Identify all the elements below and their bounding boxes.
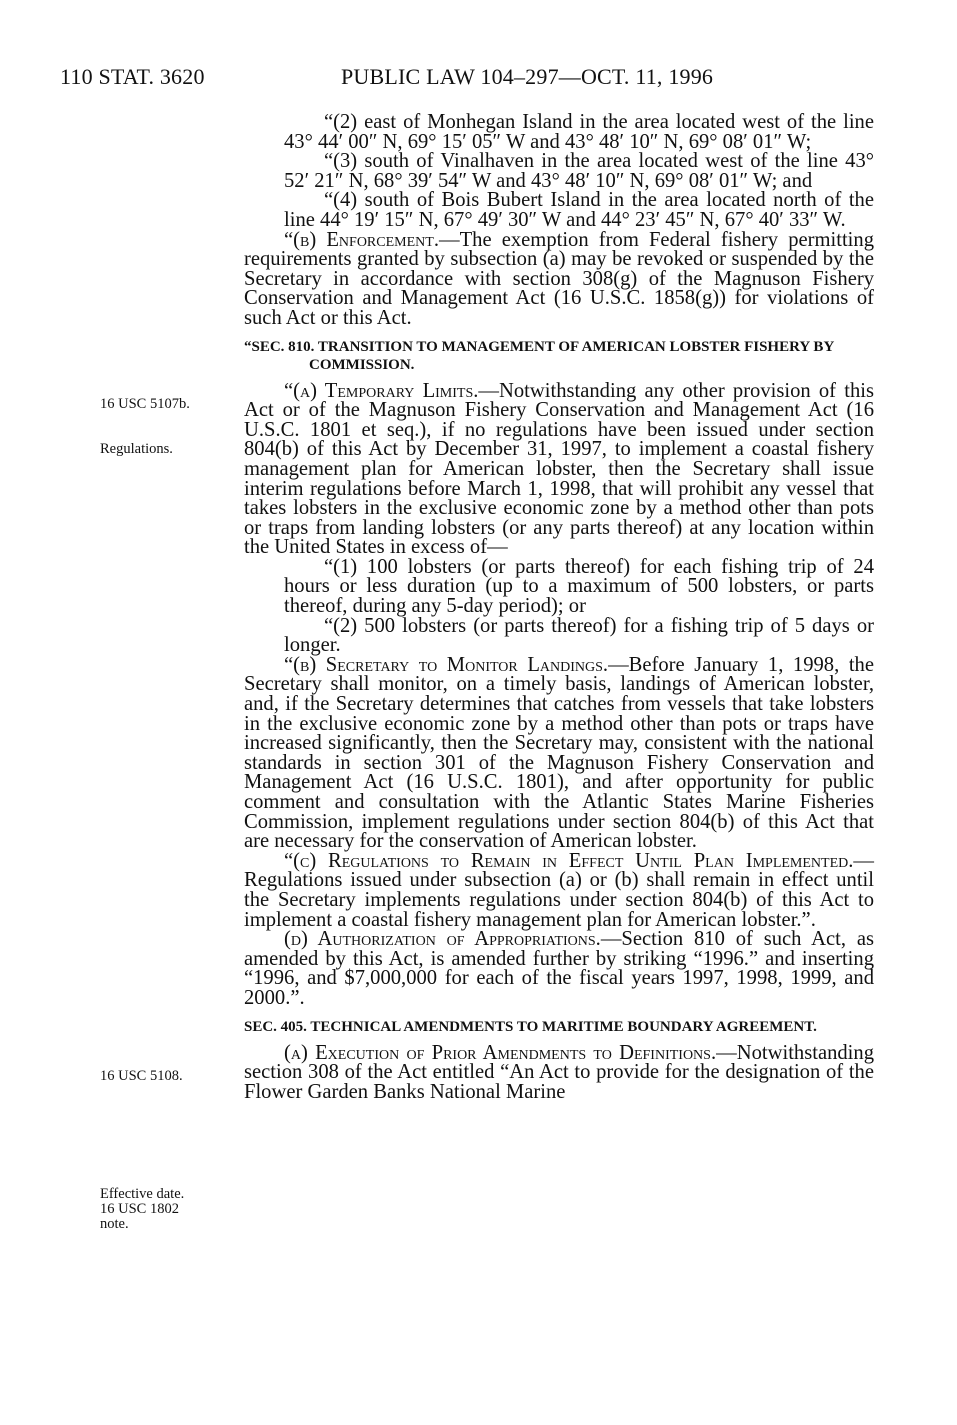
margin-note-usc-5107b: 16 USC 5107b. bbox=[100, 396, 190, 412]
text-temporary-limits: —Notwithstanding any other provision of this Act or of the Magnuson Fishery Conservation and Management Act (16 U.S.C. 1801 et seq.), if no regulations have been issued under section 804(b) of this Act by December 31, 1997, to implement a coastal fishery management plan for American lobster, then the Secretary shall issue interim regulations before March 1, 1998, that will prohibit any vessel that takes lobsters in the exclusive economic zone by a method other than pots or traps from landing lobsters (or any parts thereof) at any location within the United States in excess of— bbox=[244, 379, 874, 559]
heading-regulations-remain: “(c) Regulations to Remain in Effect Until Plan Implemented. bbox=[284, 849, 854, 872]
paragraph-c-regulations-remain bbox=[244, 849, 874, 931]
margin-note-usc-5108: 16 USC 5108. bbox=[100, 1068, 183, 1084]
heading-secretary-monitor: “(b) Secretary to Monitor Landings. bbox=[284, 653, 609, 676]
paragraph-d-authorization bbox=[244, 930, 874, 1008]
page-number-header: 110 STAT. 3620 bbox=[60, 64, 205, 89]
section-405-heading: SEC. 405. TECHNICAL AMENDMENTS TO MARITIME BOUNDARY AGREEMENT. bbox=[244, 1018, 817, 1035]
text-execution-prior-amendments: —Notwithstanding section 308 of the Act entitled “An Act to provide for the designation of the Flower Garden Banks National Marine bbox=[244, 1041, 874, 1103]
text-regulations-remain: —Regulations issued under subsection (a) or (b) shall remain in effect until the Secretary implements regulations under section 804(b) of this Act to implement a coastal fishery management plan for American lobster.”. bbox=[244, 849, 874, 931]
paragraph-3-vinalhaven: “(3) south of Vinalhaven in the area located west of the line 43° 52′ 21″ N, 68° 39′ 54″ W and 43° 48′ 10″ N, 69° 08′ 01″ W; and bbox=[284, 150, 874, 192]
paragraph-b-enforcement bbox=[244, 228, 875, 329]
margin-note-effective-date bbox=[100, 1187, 184, 1232]
running-title-header: PUBLIC LAW 104–297—OCT. 11, 1996 bbox=[341, 64, 714, 89]
paragraph-b-secretary-monitor bbox=[244, 653, 874, 853]
text-enforcement: —The exemption from Federal fishery permitting requirements granted by subsection (a) may be revoked or suspended by the Secretary in accordance with section 308(g) of the Magnuson Fishery Conservation and Management Act (16 U.S.C. 1858(g)) for violations of such Act or this Act. bbox=[244, 228, 875, 329]
paragraph-2-500-lobsters: “(2) 500 lobsters (or parts thereof) for a fishing trip of 5 days or longer. bbox=[284, 614, 874, 657]
paragraph-a-temporary-limits bbox=[244, 379, 874, 559]
margin-note-effective-date-label: Effective date. bbox=[100, 1186, 185, 1202]
text-secretary-monitor: —Before January 1, 1998, the Secretary shall monitor, on a timely basis, landings of American lobster, and, if the Secretary determines that catches from vessels that take lobsters in the exclusive economic zone by a method other than pots or traps have increased significantly, then the Secretary may, consistent with the national standards in section 301 of the Magnuson Fishery Conservation and Management Act (16 U.S.C. 1801), and after opportunity for public comment and consultation with the Atlantic States Marine Fisheries Commission, implement regulations under section 804(b) of this Act that are necessary for the conservation of American lobster. bbox=[244, 653, 874, 853]
heading-temporary-limits: “(a) Temporary Limits. bbox=[284, 379, 479, 402]
section-810-heading: “SEC. 810. TRANSITION TO MANAGEMENT OF AMERICAN LOBSTER FISHERY BY COMMISSION. bbox=[244, 338, 834, 373]
paragraph-2-monhegan: “(2) east of Monhegan Island in the area located west of the line 43° 44′ 00″ N, 69° 15′ 05″ W and 43° 48′ 10″ N, 69° 08′ 01″ W; bbox=[284, 111, 874, 153]
paragraph-1-100-lobsters: “(1) 100 lobsters (or parts thereof) for each fishing trip of 24 hours or less duration (up to a maximum of 500 lobsters, or parts thereof, during any 5-day period); or bbox=[284, 555, 874, 618]
heading-authorization: (d) Authorization of Appropriations. bbox=[284, 928, 601, 951]
body-text bbox=[244, 113, 874, 1102]
heading-execution-prior-amendments: (a) Execution of Prior Amendments to Definitions. bbox=[284, 1041, 717, 1064]
paragraph-a-execution-prior-amendments bbox=[244, 1041, 874, 1103]
margin-note-regulations: Regulations. bbox=[100, 441, 173, 457]
heading-enforcement: “(b) Enforcement. bbox=[284, 228, 439, 251]
text-authorization: —Section 810 of such Act, as amended by this Act, is amended further by striking “1996.” and inserting “1996, and $7,000,000 for each of the fiscal years 1997, 1998, 1999, and 2000.”. bbox=[244, 928, 874, 1009]
margin-note-note: note. bbox=[100, 1216, 129, 1232]
margin-note-usc-1802: 16 USC 1802 bbox=[100, 1201, 179, 1217]
paragraph-4-bois-bubert: “(4) south of Bois Bubert Island in the area located north of the line 44° 19′ 15″ N, 67° 49′ 30″ W and 44° 23′ 45″ N, 67° 40′ 33″ W. bbox=[284, 189, 874, 231]
